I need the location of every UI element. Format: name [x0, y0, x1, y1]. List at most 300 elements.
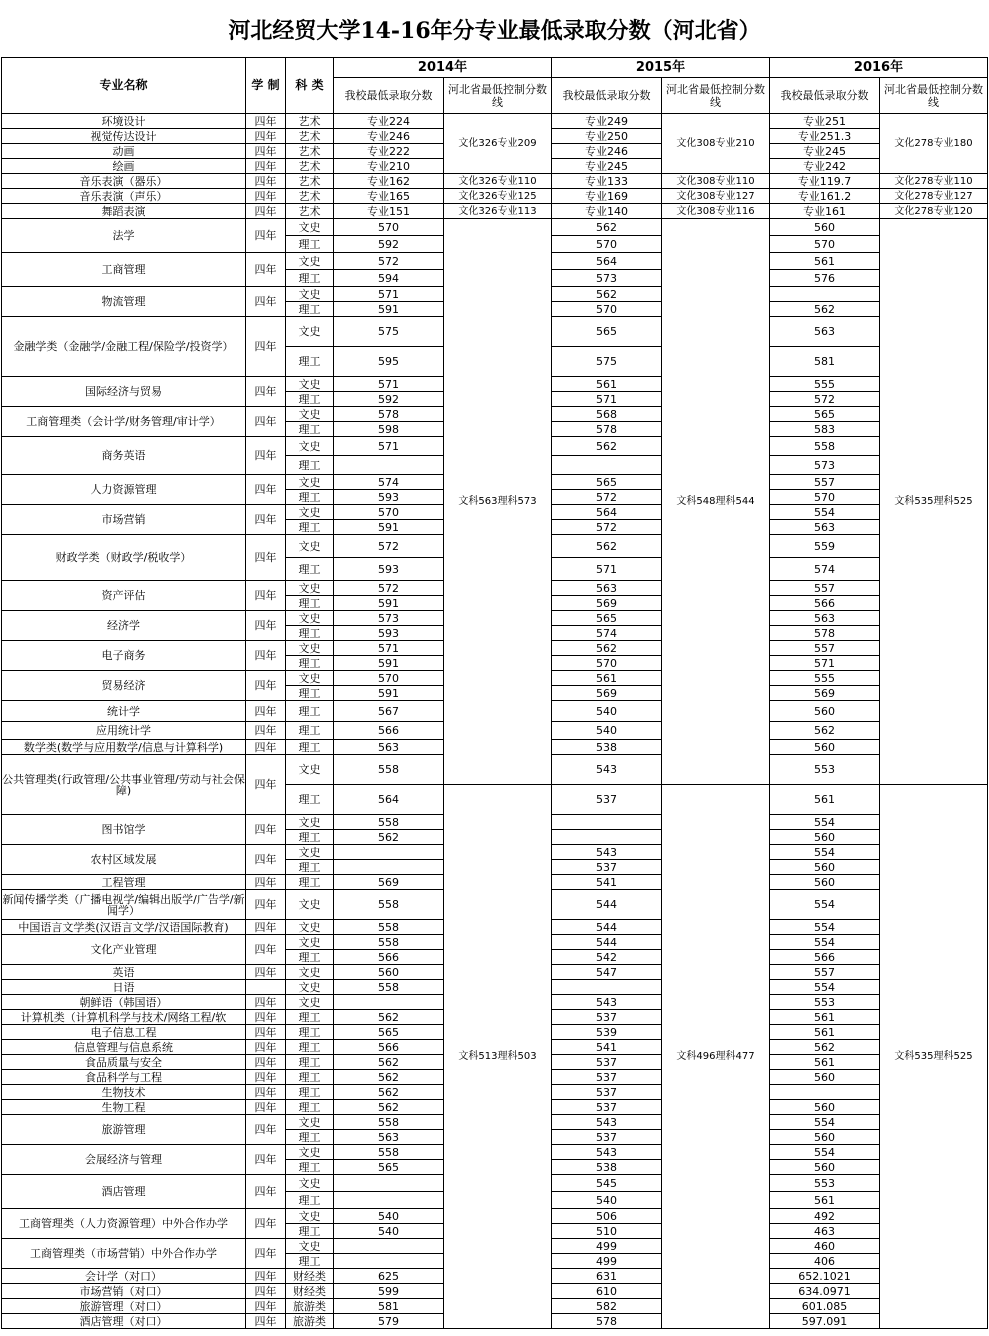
category: 理工	[286, 270, 334, 287]
school-min-score	[770, 1085, 880, 1100]
school-min-score: 专业151	[334, 204, 444, 219]
school-min-score: 599	[334, 1284, 444, 1299]
major-name: 生物技术	[2, 1085, 246, 1100]
school-min-score: 543	[552, 1145, 662, 1160]
school-min-score: 565	[334, 1025, 444, 1040]
school-min-score: 631	[552, 1269, 662, 1284]
category: 文史	[286, 219, 334, 236]
school-min-score: 601.085	[770, 1299, 880, 1314]
school-min-score: 541	[552, 1040, 662, 1055]
school-min-score: 560	[770, 1070, 880, 1085]
school-min-score: 565	[334, 1160, 444, 1175]
school-min-score: 555	[770, 671, 880, 686]
category: 艺术	[286, 144, 334, 159]
header-category: 科 类	[286, 58, 334, 114]
major-name: 工程管理	[2, 875, 246, 890]
school-min-score: 578	[552, 422, 662, 437]
school-min-score: 573	[334, 611, 444, 626]
school-min-score: 569	[552, 686, 662, 701]
duration: 四年	[246, 641, 286, 671]
category: 理工	[286, 785, 334, 815]
duration: 四年	[246, 581, 286, 611]
school-min-score: 591	[334, 302, 444, 317]
major-name: 动画	[2, 144, 246, 159]
school-min-score: 574	[770, 558, 880, 581]
school-min-score: 595	[334, 347, 444, 377]
major-name: 图书馆学	[2, 815, 246, 845]
duration: 四年	[246, 144, 286, 159]
school-min-score: 558	[334, 980, 444, 995]
school-min-score: 575	[552, 347, 662, 377]
school-min-score: 543	[552, 1115, 662, 1130]
major-name: 食品质量与安全	[2, 1055, 246, 1070]
duration: 四年	[246, 965, 286, 980]
school-min-score: 570	[334, 219, 444, 236]
major-name: 绘画	[2, 159, 246, 174]
school-min-score: 537	[552, 860, 662, 875]
duration: 四年	[246, 1175, 286, 1209]
major-name: 市场营销（对口）	[2, 1284, 246, 1299]
major-name: 食品科学与工程	[2, 1070, 246, 1085]
school-min-score: 634.0971	[770, 1284, 880, 1299]
major-name: 旅游管理	[2, 1115, 246, 1145]
table-row	[2, 114, 988, 129]
province-min-line: 文化278专业180	[880, 114, 988, 174]
category: 理工	[286, 422, 334, 437]
major-name: 生物工程	[2, 1100, 246, 1115]
duration: 四年	[246, 740, 286, 755]
school-min-score: 499	[552, 1239, 662, 1254]
school-min-score: 560	[334, 965, 444, 980]
category: 财经类	[286, 1269, 334, 1284]
province-min-line: 文科535理科525	[880, 219, 988, 785]
major-name: 人力资源管理	[2, 475, 246, 505]
major-name: 电子商务	[2, 641, 246, 671]
school-min-score: 565	[770, 407, 880, 422]
school-min-score: 538	[552, 1160, 662, 1175]
major-name: 电子信息工程	[2, 1025, 246, 1040]
major-name: 工商管理类（会计学/财务管理/审计学）	[2, 407, 246, 437]
school-min-score: 571	[770, 656, 880, 671]
school-min-score	[334, 1175, 444, 1192]
header-duration: 学 制	[246, 58, 286, 114]
school-min-score: 537	[552, 1010, 662, 1025]
school-min-score: 570	[770, 490, 880, 505]
school-min-score: 540	[552, 1192, 662, 1209]
school-min-score: 592	[334, 392, 444, 407]
category: 艺术	[286, 159, 334, 174]
school-min-score: 591	[334, 656, 444, 671]
school-min-score: 563	[334, 1130, 444, 1145]
school-min-score: 569	[334, 875, 444, 890]
school-min-score: 554	[770, 890, 880, 920]
school-min-score: 574	[334, 475, 444, 490]
major-name: 中国语言文学类(汉语言文学/汉语国际教育)	[2, 920, 246, 935]
school-min-score: 591	[334, 520, 444, 535]
school-min-score: 562	[552, 437, 662, 456]
major-name: 市场营销	[2, 505, 246, 535]
major-name: 应用统计学	[2, 722, 246, 740]
category: 理工	[286, 236, 334, 253]
duration: 四年	[246, 995, 286, 1010]
school-min-score: 572	[552, 490, 662, 505]
major-name: 经济学	[2, 611, 246, 641]
school-min-score: 570	[552, 302, 662, 317]
category: 文史	[286, 253, 334, 270]
major-name: 计算机类（计算机科学与技术/网络工程/软	[2, 1010, 246, 1025]
category: 理工	[286, 596, 334, 611]
duration: 四年	[246, 611, 286, 641]
duration: 四年	[246, 890, 286, 920]
category: 理工	[286, 1130, 334, 1145]
school-min-score: 562	[552, 535, 662, 558]
school-min-score: 554	[770, 845, 880, 860]
school-min-score	[552, 815, 662, 830]
category: 理工	[286, 1100, 334, 1115]
school-min-score: 564	[334, 785, 444, 815]
duration: 四年	[246, 114, 286, 129]
school-min-score: 566	[770, 596, 880, 611]
duration: 四年	[246, 129, 286, 144]
major-name: 旅游管理（对口）	[2, 1299, 246, 1314]
duration: 四年	[246, 1025, 286, 1040]
category: 理工	[286, 950, 334, 965]
school-min-score: 专业246	[334, 129, 444, 144]
school-min-score: 专业242	[770, 159, 880, 174]
school-min-score	[334, 1192, 444, 1209]
school-min-score: 专业224	[334, 114, 444, 129]
school-min-score: 463	[770, 1224, 880, 1239]
major-name: 视觉传达设计	[2, 129, 246, 144]
header-province-min-2014: 河北省最低控制分数线	[444, 78, 552, 114]
major-name: 音乐表演（声乐）	[2, 189, 246, 204]
school-min-score	[334, 1239, 444, 1254]
duration: 四年	[246, 287, 286, 317]
school-min-score: 专业250	[552, 129, 662, 144]
school-min-score	[770, 287, 880, 302]
school-min-score: 575	[334, 317, 444, 347]
school-min-score: 560	[770, 701, 880, 722]
admission-score-table	[1, 57, 988, 1329]
category: 理工	[286, 686, 334, 701]
category: 文史	[286, 611, 334, 626]
major-name: 环境设计	[2, 114, 246, 129]
school-min-score: 560	[770, 1130, 880, 1145]
category: 文史	[286, 1239, 334, 1254]
school-min-score: 559	[770, 535, 880, 558]
school-min-score: 563	[552, 581, 662, 596]
category: 文史	[286, 505, 334, 520]
category: 理工	[286, 860, 334, 875]
school-min-score: 563	[770, 611, 880, 626]
category: 理工	[286, 558, 334, 581]
header-major-name: 专业名称	[2, 58, 246, 114]
category: 理工	[286, 302, 334, 317]
province-min-line: 文化278专业120	[880, 204, 988, 219]
category: 理工	[286, 830, 334, 845]
major-name: 统计学	[2, 701, 246, 722]
school-min-score: 652.1021	[770, 1269, 880, 1284]
school-min-score: 557	[770, 475, 880, 490]
school-min-score: 专业251	[770, 114, 880, 129]
category: 文史	[286, 377, 334, 392]
duration: 四年	[246, 219, 286, 253]
school-min-score: 562	[770, 302, 880, 317]
category: 理工	[286, 456, 334, 475]
school-min-score: 专业245	[552, 159, 662, 174]
duration: 四年	[246, 755, 286, 815]
school-min-score: 499	[552, 1254, 662, 1269]
school-min-score: 专业222	[334, 144, 444, 159]
category: 文史	[286, 845, 334, 860]
school-min-score: 562	[334, 1055, 444, 1070]
category: 文史	[286, 437, 334, 456]
category: 艺术	[286, 174, 334, 189]
duration: 四年	[246, 1040, 286, 1055]
province-min-line: 文化308专业110	[662, 174, 770, 189]
school-min-score: 460	[770, 1239, 880, 1254]
school-min-score: 558	[334, 1115, 444, 1130]
major-name: 贸易经济	[2, 671, 246, 701]
header-school-min-2015: 我校最低录取分数	[552, 78, 662, 114]
category: 理工	[286, 722, 334, 740]
school-min-score: 562	[770, 1040, 880, 1055]
duration: 四年	[246, 505, 286, 535]
school-min-score: 581	[334, 1299, 444, 1314]
category: 理工	[286, 1085, 334, 1100]
duration: 四年	[246, 815, 286, 845]
category: 文史	[286, 1209, 334, 1224]
school-min-score: 572	[552, 520, 662, 535]
school-min-score: 572	[334, 535, 444, 558]
school-min-score: 562	[552, 219, 662, 236]
school-min-score: 560	[770, 219, 880, 236]
province-min-line: 文化326专业209	[444, 114, 552, 174]
category: 文史	[286, 287, 334, 302]
school-min-score: 540	[552, 701, 662, 722]
school-min-score: 576	[770, 270, 880, 287]
school-min-score: 561	[770, 785, 880, 815]
category: 文史	[286, 1145, 334, 1160]
category: 理工	[286, 740, 334, 755]
school-min-score: 572	[334, 581, 444, 596]
school-min-score: 537	[552, 1070, 662, 1085]
school-min-score	[552, 456, 662, 475]
school-min-score: 593	[334, 626, 444, 641]
school-min-score: 553	[770, 755, 880, 785]
school-min-score: 570	[334, 671, 444, 686]
major-name: 信息管理与信息系统	[2, 1040, 246, 1055]
province-min-line: 文科548理科544	[662, 219, 770, 785]
duration: 四年	[246, 174, 286, 189]
header-province-min-2016: 河北省最低控制分数线	[880, 78, 988, 114]
school-min-score: 专业161.2	[770, 189, 880, 204]
page-title: 河北经贸大学14-16年分专业最低录取分数（河北省）	[228, 17, 761, 44]
school-min-score: 560	[770, 740, 880, 755]
duration: 四年	[246, 1070, 286, 1085]
school-min-score: 专业210	[334, 159, 444, 174]
category: 文史	[286, 965, 334, 980]
school-min-score: 406	[770, 1254, 880, 1269]
school-min-score: 571	[334, 641, 444, 656]
category: 理工	[286, 1160, 334, 1175]
school-min-score: 566	[334, 950, 444, 965]
school-min-score: 554	[770, 980, 880, 995]
category: 理工	[286, 626, 334, 641]
header-province-min-2015: 河北省最低控制分数线	[662, 78, 770, 114]
school-min-score: 558	[334, 920, 444, 935]
school-min-score: 571	[334, 377, 444, 392]
major-name: 会展经济与管理	[2, 1145, 246, 1175]
school-min-score: 562	[552, 641, 662, 656]
duration: 四年	[246, 1209, 286, 1239]
category: 文史	[286, 920, 334, 935]
school-min-score: 557	[770, 965, 880, 980]
school-min-score: 专业140	[552, 204, 662, 219]
category: 文史	[286, 407, 334, 422]
school-min-score: 557	[770, 641, 880, 656]
category: 文史	[286, 935, 334, 950]
school-min-score: 558	[334, 815, 444, 830]
school-min-score: 554	[770, 1145, 880, 1160]
duration: 四年	[246, 407, 286, 437]
school-min-score: 570	[770, 236, 880, 253]
school-min-score: 545	[552, 1175, 662, 1192]
school-min-score: 565	[552, 475, 662, 490]
school-min-score: 581	[770, 347, 880, 377]
school-min-score: 537	[552, 1130, 662, 1145]
major-name: 舞蹈表演	[2, 204, 246, 219]
duration: 四年	[246, 1055, 286, 1070]
major-name: 物流管理	[2, 287, 246, 317]
school-min-score: 564	[552, 253, 662, 270]
school-min-score: 598	[334, 422, 444, 437]
category: 理工	[286, 1254, 334, 1269]
table-row	[2, 219, 988, 236]
category: 文史	[286, 641, 334, 656]
school-min-score: 578	[552, 1314, 662, 1329]
school-min-score: 625	[334, 1269, 444, 1284]
school-min-score	[334, 995, 444, 1010]
school-min-score: 563	[770, 317, 880, 347]
table-row	[2, 174, 988, 189]
school-min-score: 562	[334, 1100, 444, 1115]
school-min-score: 562	[334, 1070, 444, 1085]
school-min-score: 541	[552, 875, 662, 890]
category: 文史	[286, 755, 334, 785]
school-min-score: 506	[552, 1209, 662, 1224]
category: 文史	[286, 815, 334, 830]
category: 文史	[286, 475, 334, 490]
school-min-score: 569	[552, 596, 662, 611]
school-min-score: 568	[552, 407, 662, 422]
school-min-score: 553	[770, 995, 880, 1010]
duration: 四年	[246, 1284, 286, 1299]
duration: 四年	[246, 475, 286, 505]
school-min-score: 544	[552, 935, 662, 950]
province-min-line: 文化278专业127	[880, 189, 988, 204]
category: 理工	[286, 656, 334, 671]
school-min-score: 578	[770, 626, 880, 641]
school-min-score: 543	[552, 845, 662, 860]
province-min-line: 文化326专业110	[444, 174, 552, 189]
school-min-score: 554	[770, 1115, 880, 1130]
school-min-score: 557	[770, 581, 880, 596]
duration	[246, 980, 286, 995]
category: 文史	[286, 980, 334, 995]
category: 理工	[286, 1010, 334, 1025]
category: 文史	[286, 535, 334, 558]
school-min-score: 537	[552, 1100, 662, 1115]
school-min-score: 573	[552, 270, 662, 287]
category: 文史	[286, 317, 334, 347]
school-min-score: 573	[770, 456, 880, 475]
school-min-score: 570	[552, 656, 662, 671]
school-min-score: 542	[552, 950, 662, 965]
category: 理工	[286, 1055, 334, 1070]
school-min-score: 554	[770, 920, 880, 935]
school-min-score: 544	[552, 920, 662, 935]
school-min-score: 540	[334, 1209, 444, 1224]
school-min-score: 561	[552, 671, 662, 686]
category: 文史	[286, 671, 334, 686]
school-min-score: 547	[552, 965, 662, 980]
school-min-score: 558	[334, 890, 444, 920]
school-min-score	[334, 456, 444, 475]
school-min-score: 591	[334, 596, 444, 611]
school-min-score: 571	[552, 392, 662, 407]
school-min-score: 537	[552, 785, 662, 815]
province-min-line: 文化308专业127	[662, 189, 770, 204]
duration: 四年	[246, 845, 286, 875]
duration: 四年	[246, 1085, 286, 1100]
school-min-score: 566	[770, 950, 880, 965]
school-min-score: 专业246	[552, 144, 662, 159]
school-min-score: 570	[334, 505, 444, 520]
category: 艺术	[286, 189, 334, 204]
school-min-score: 574	[552, 626, 662, 641]
school-min-score: 561	[552, 377, 662, 392]
school-min-score: 554	[770, 815, 880, 830]
school-min-score: 578	[334, 407, 444, 422]
major-name: 酒店管理（对口）	[2, 1314, 246, 1329]
school-min-score: 专业245	[770, 144, 880, 159]
school-min-score: 571	[334, 287, 444, 302]
school-min-score	[552, 980, 662, 995]
school-min-score: 544	[552, 890, 662, 920]
school-min-score: 专业169	[552, 189, 662, 204]
duration: 四年	[246, 1269, 286, 1284]
province-min-line: 文科513理科503	[444, 785, 552, 1329]
major-name: 日语	[2, 980, 246, 995]
duration: 四年	[246, 204, 286, 219]
duration: 四年	[246, 722, 286, 740]
major-name: 财政学类（财政学/税收学）	[2, 535, 246, 581]
province-min-line: 文化308专业116	[662, 204, 770, 219]
province-min-line: 文化326专业113	[444, 204, 552, 219]
duration: 四年	[246, 1299, 286, 1314]
duration: 四年	[246, 1115, 286, 1145]
major-name: 会计学（对口）	[2, 1269, 246, 1284]
duration: 四年	[246, 671, 286, 701]
category: 旅游类	[286, 1314, 334, 1329]
school-min-score	[334, 1254, 444, 1269]
school-min-score: 563	[770, 520, 880, 535]
header-school-min-2016: 我校最低录取分数	[770, 78, 880, 114]
school-min-score: 562	[334, 1085, 444, 1100]
school-min-score: 562	[552, 287, 662, 302]
school-min-score	[552, 830, 662, 845]
